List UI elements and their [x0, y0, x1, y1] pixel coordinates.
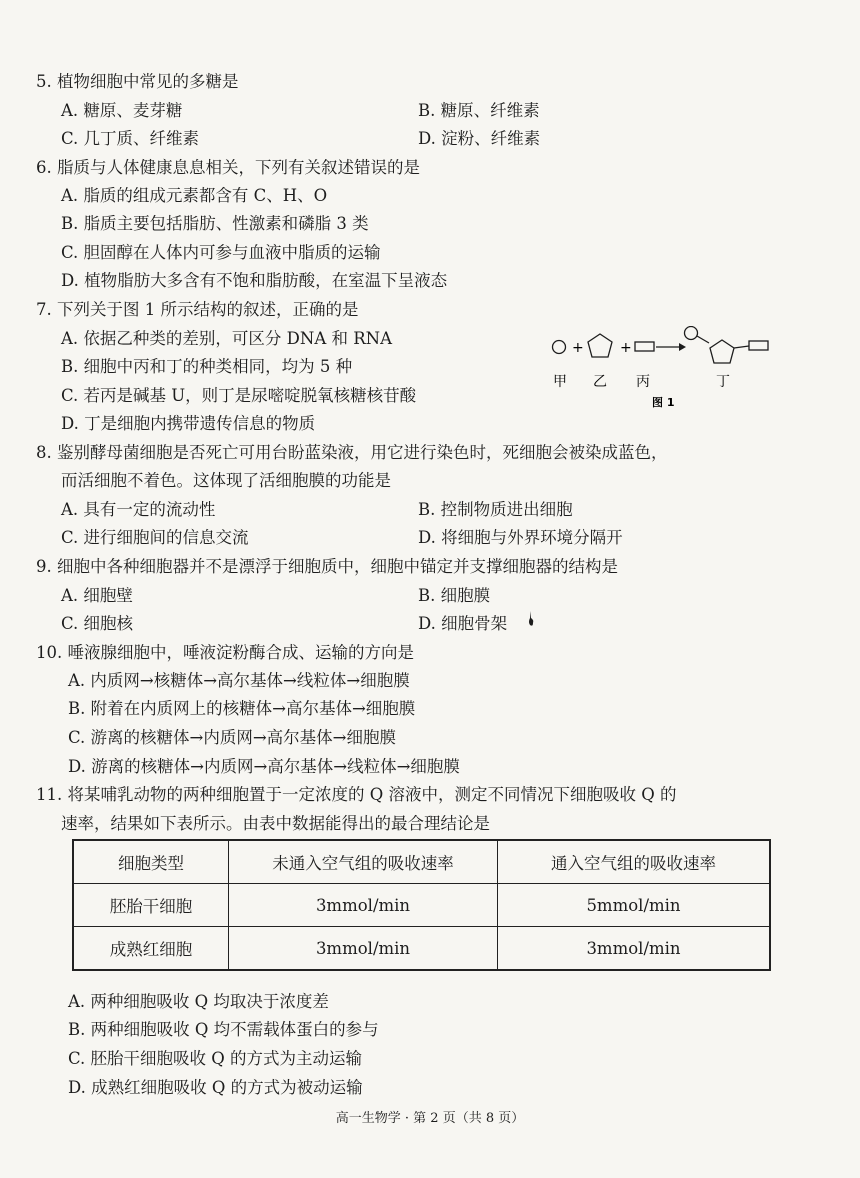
q10-option-b: B. 附着在内质网上的核糖体→高尔基体→细胞膜 [68, 699, 416, 718]
q10-stem: 10. 唾液腺细胞中，唾液淀粉酶合成、运输的方向是 [36, 643, 414, 662]
nucleotide-sugar-pentagon [710, 340, 734, 363]
label-jia: 甲 [553, 374, 567, 390]
q5-option-d: D. 淀粉、纤维素 [418, 129, 541, 148]
q6-option-a: A. 脂质的组成元素都含有 C、H、O [61, 186, 328, 205]
table-cell: 胚胎干细胞 [73, 884, 229, 927]
table-header-cell: 细胞类型 [73, 840, 229, 884]
ink-mark-icon [527, 610, 535, 628]
q10-option-c: C. 游离的核糖体→内质网→高尔基体→细胞膜 [68, 728, 397, 747]
table-header-row [73, 840, 770, 884]
page-footer: 高一生物学 · 第 2 页（共 8 页） [335, 1111, 525, 1126]
q9-option-b: B. 细胞膜 [418, 586, 491, 605]
nucleotide-base-rectangle [749, 341, 768, 350]
q7-stem: 7. 下列关于图 1 所示结构的叙述，正确的是 [36, 300, 359, 319]
plus-sign-1: + [572, 340, 584, 356]
q10-option-a: A. 内质网→核糖体→高尔基体→线粒体→细胞膜 [68, 671, 410, 690]
q8-option-a: A. 具有一定的流动性 [61, 500, 216, 519]
q6-stem: 6. 脂质与人体健康息息相关，下列有关叙述错误的是 [36, 158, 420, 177]
nucleotide-phosphate-circle [685, 327, 698, 340]
absorption-rate-table [72, 839, 771, 971]
q11-stem-line1: 11. 将某哺乳动物的两种细胞置于一定浓度的 Q 溶液中，测定不同情况下细胞吸收 Q 的 [36, 785, 677, 804]
q8-option-b: B. 控制物质进出细胞 [418, 500, 573, 519]
q8-stem-line1: 8. 鉴别酵母菌细胞是否死亡可用台盼蓝染液，用它进行染色时，死细胞会被染成蓝色， [36, 443, 668, 462]
q11-option-a: A. 两种细胞吸收 Q 均取决于浓度差 [68, 992, 329, 1011]
table-cell: 3mmol/min [229, 927, 498, 971]
table-row [73, 884, 770, 927]
table-header-cell: 通入空气组的吸收速率 [498, 840, 771, 884]
q7-option-b: B. 细胞中丙和丁的种类相同，均为 5 种 [61, 357, 353, 376]
q5-option-a: A. 糖原、麦芽糖 [61, 101, 183, 120]
plus-sign-2: + [620, 340, 632, 356]
figure-1-caption: 图 1 [652, 396, 675, 409]
q11-option-d: D. 成熟红细胞吸收 Q 的方式为被动运输 [68, 1078, 363, 1097]
table-cell: 3mmol/min [498, 927, 771, 971]
q6-option-d: D. 植物脂肪大多含有不饱和脂肪酸，在室温下呈液态 [61, 271, 448, 290]
q7-option-d: D. 丁是细胞内携带遗传信息的物质 [61, 414, 316, 433]
label-ding: 丁 [716, 374, 730, 390]
q11-option-c: C. 胚胎干细胞吸收 Q 的方式为主动运输 [68, 1049, 363, 1068]
phosphate-circle-jia [553, 341, 566, 354]
table-cell: 3mmol/min [229, 884, 498, 927]
q6-option-c: C. 胆固醇在人体内可参与血液中脂质的运输 [61, 243, 381, 262]
arrow-head-icon [679, 343, 686, 351]
base-rectangle-bing [635, 342, 654, 351]
q11-option-b: B. 两种细胞吸收 Q 均不需载体蛋白的参与 [68, 1020, 379, 1039]
table-row [73, 927, 770, 971]
q10-option-d: D. 游离的核糖体→内质网→高尔基体→线粒体→细胞膜 [68, 757, 460, 776]
q8-option-c: C. 进行细胞间的信息交流 [61, 528, 249, 547]
table-header-cell: 未通入空气组的吸收速率 [229, 840, 498, 884]
q8-option-d: D. 将细胞与外界环境分隔开 [418, 528, 623, 547]
sugar-pentagon-yi [588, 334, 612, 357]
label-yi: 乙 [593, 374, 607, 390]
q9-option-c: C. 细胞核 [61, 614, 134, 633]
q5-option-b: B. 糖原、纤维素 [418, 101, 540, 120]
q11-stem-line2: 速率，结果如下表所示。由表中数据能得出的最合理结论是 [61, 814, 490, 833]
label-bing: 丙 [636, 374, 650, 390]
q7-option-c: C. 若丙是碱基 U，则丁是尿嘧啶脱氧核糖核苷酸 [61, 386, 417, 405]
q9-option-d: D. 细胞骨架 [418, 614, 508, 633]
figure-1-diagram [548, 326, 778, 412]
q9-stem: 9. 细胞中各种细胞器并不是漂浮于细胞质中，细胞中锚定并支撑细胞器的结构是 [36, 557, 618, 576]
q8-stem-line2: 而活细胞不着色。这体现了活细胞膜的功能是 [61, 471, 391, 490]
table-cell: 成熟红细胞 [73, 927, 229, 971]
q5-option-c: C. 几丁质、纤维素 [61, 129, 200, 148]
sugar-base-bond [734, 346, 749, 348]
q5-stem: 5. 植物细胞中常见的多糖是 [36, 72, 239, 91]
q7-option-a: A. 依据乙种类的差别，可区分 DNA 和 RNA [61, 329, 392, 348]
table-cell: 5mmol/min [498, 884, 771, 927]
q9-option-a: A. 细胞壁 [61, 586, 133, 605]
q6-option-b: B. 脂质主要包括脂肪、性激素和磷脂 3 类 [61, 214, 369, 233]
phosphate-sugar-bond [697, 336, 709, 343]
